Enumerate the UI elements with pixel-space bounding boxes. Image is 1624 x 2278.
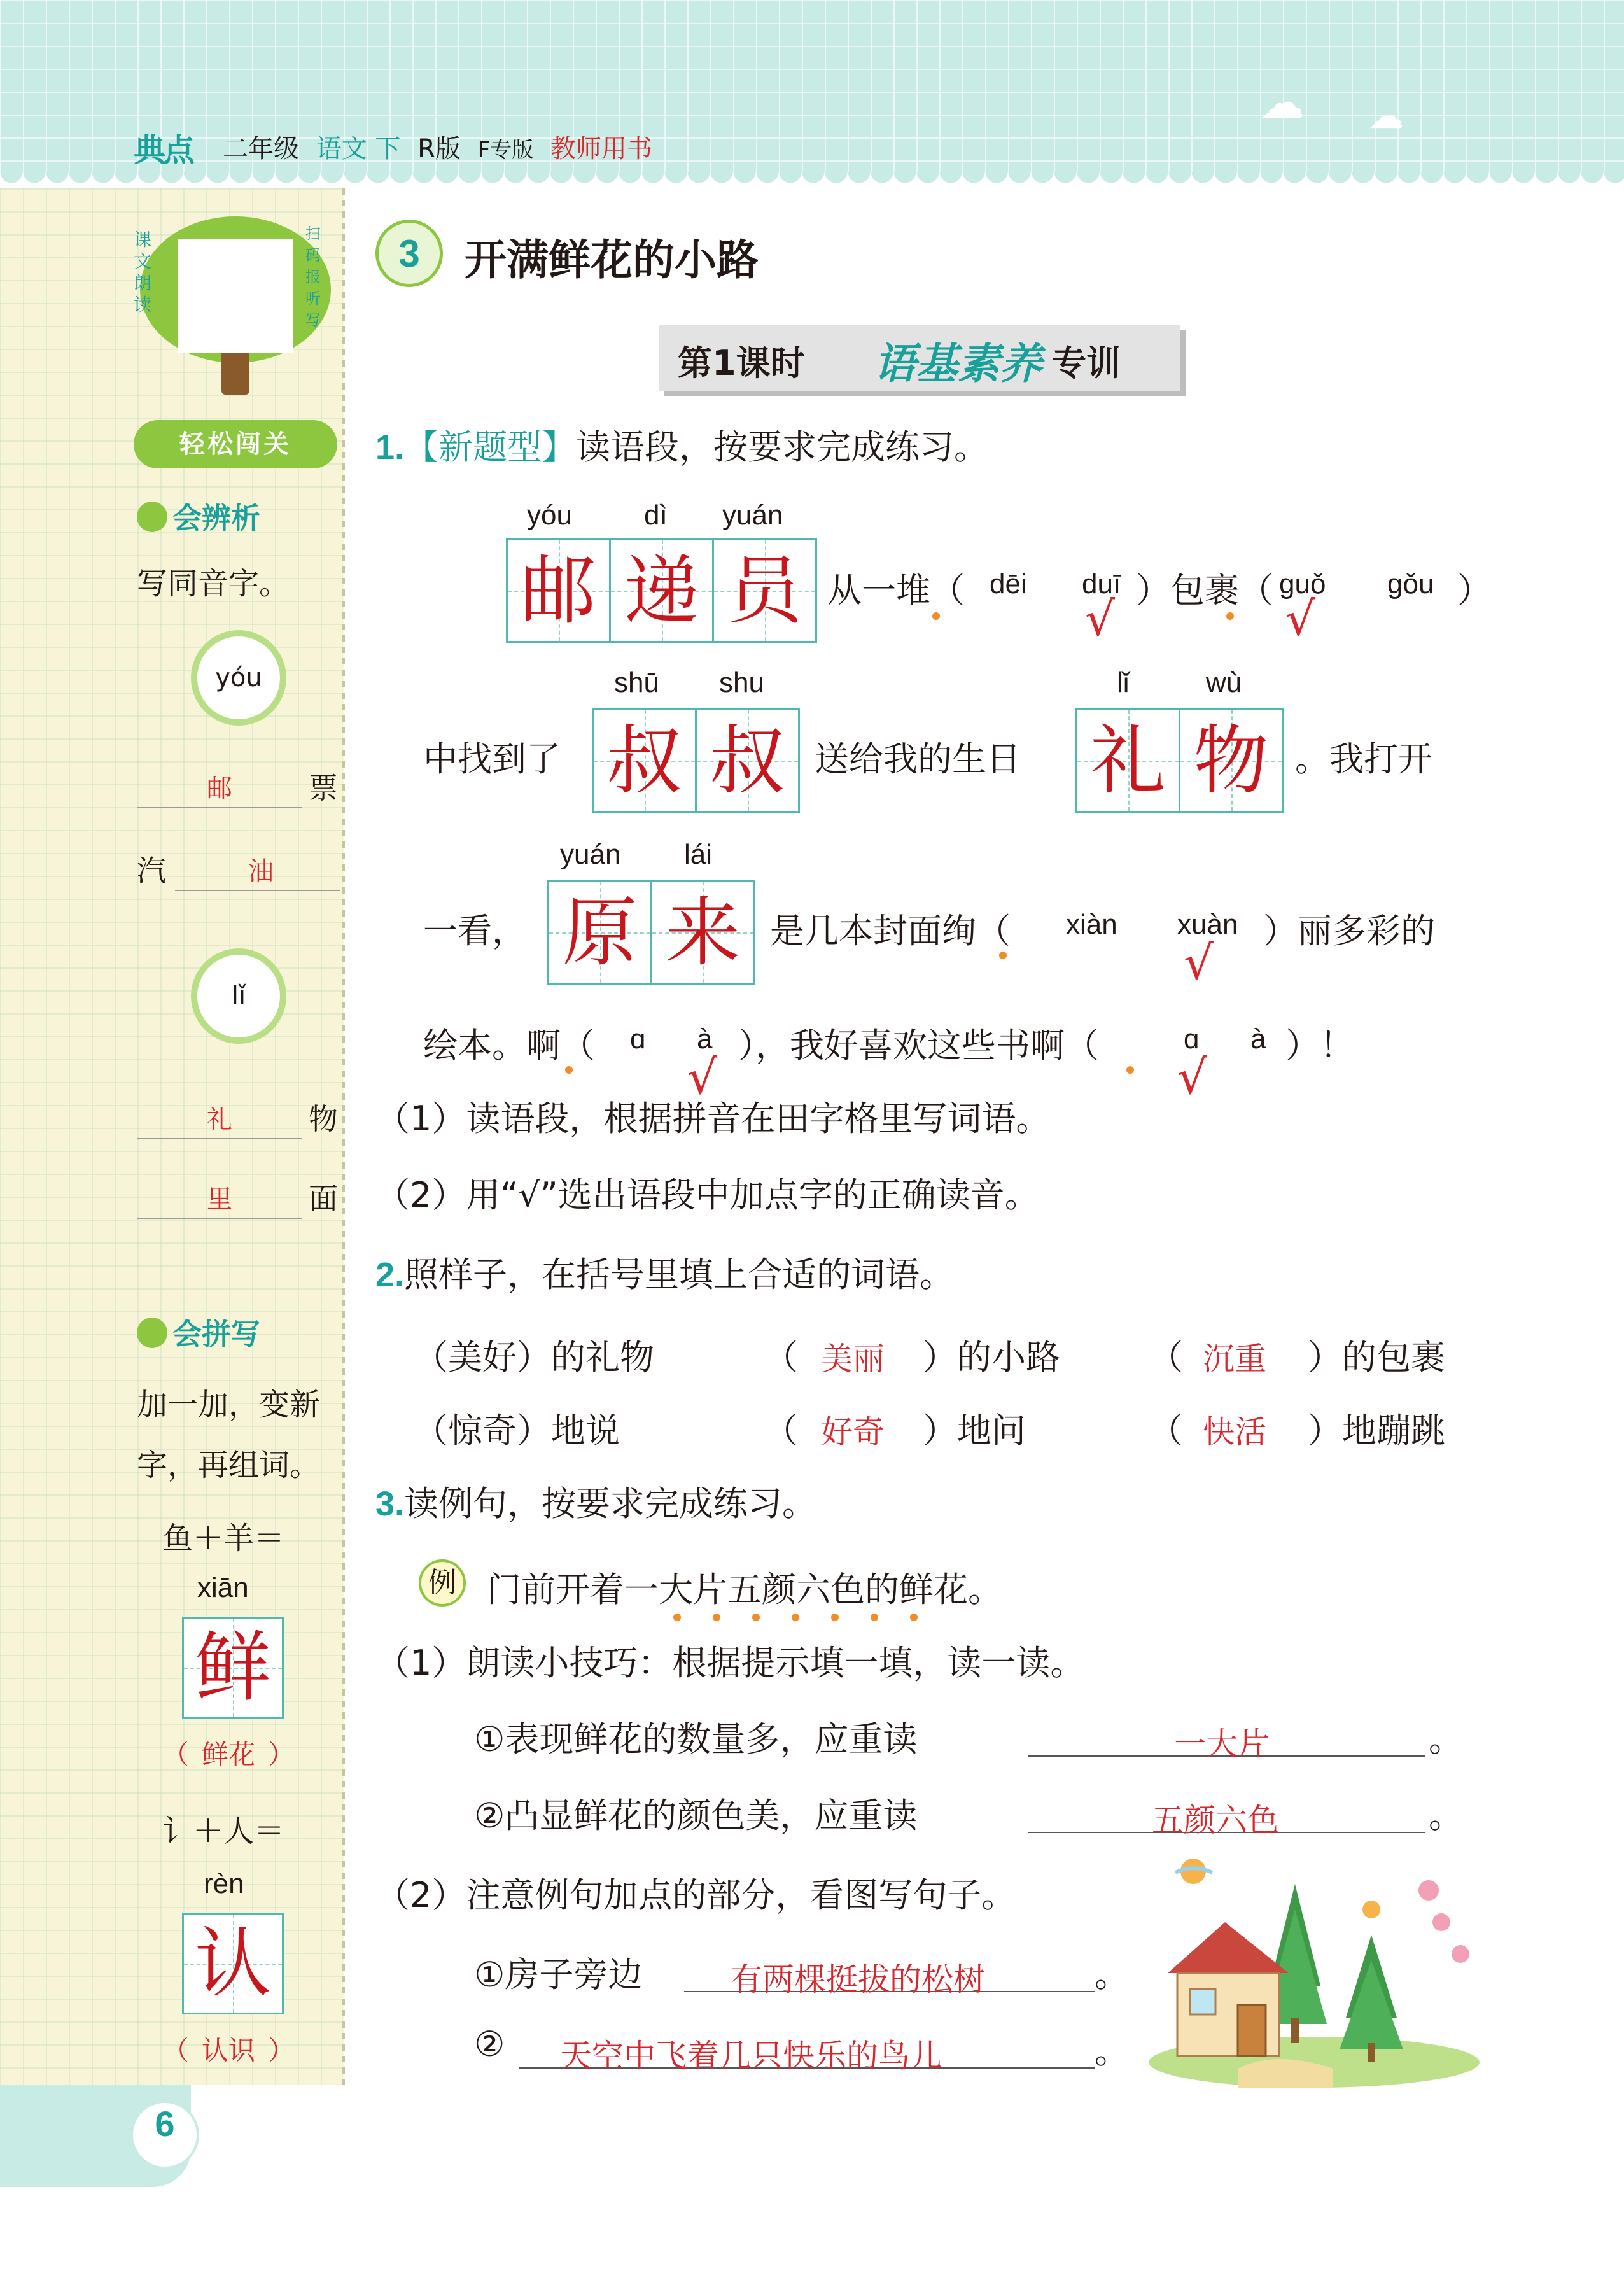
passage-text: ）包裹（ [1136,570,1273,610]
q2-item: ）地问 [923,1410,1026,1451]
cloud-icon: ☁ [1368,95,1404,137]
check-mark: √ [1177,1050,1208,1105]
pinyin: lái [684,839,713,870]
equation-2: 讠＋人＝ [162,1813,285,1849]
flower-pinyin-li: lǐ [191,948,286,1044]
qr-tree [134,216,331,395]
pinyin: dì [644,500,668,531]
answer: 邮 [207,774,232,803]
pinyin: shu [719,667,764,698]
brand-logo: 典点 [134,132,192,169]
q2-item: （ [764,1410,798,1451]
question-3-sub-2: （2）注意例句加点的部分，看图写句子。 [375,1875,1016,1915]
period: 。 [1095,1955,1129,1995]
equation-1: 鱼＋羊＝ [162,1521,285,1556]
option-pinyin: ɑ [630,1023,646,1055]
section-distinguish-instruction: 写同音字。 [137,566,290,601]
emphasis-dot [910,1614,918,1621]
emphasis-dot [673,1614,681,1621]
given-char: 汽 [137,854,166,888]
grid-cell: 叔 [592,708,697,813]
question-3-sub-1: （1）朗读小技巧：根据提示填一填，读一读。 [375,1643,1085,1683]
bullet-icon [137,502,167,532]
q3-item-2b: ② [474,2024,505,2064]
qr-label-right: 扫码报听写 [305,225,321,329]
homophone-row-4 [137,1181,344,1225]
option-pinyin: guǒ [1279,568,1326,600]
equation-2-grid: 认 [182,1913,284,2014]
option-pinyin: à [1250,1023,1266,1055]
check-mark: √ [1184,936,1214,990]
pinyin: yuán [722,500,783,531]
passage-text: 是几本封面绚（ [770,911,1011,951]
example-sentence: 门前开着一大片五颜六色的鲜花。 [487,1570,1002,1610]
lesson-banner [659,325,1180,391]
page-number: 6 [130,2100,199,2169]
passage-text: 一看， [423,911,526,951]
q2-item: （ [764,1337,798,1377]
emphasis-dot [1226,612,1234,620]
option-pinyin: duī [1082,568,1121,600]
q2-example-2: （惊奇）地说 [414,1410,620,1451]
q2-item: ）的包裹 [1308,1337,1445,1377]
emphasis-dot [1126,1066,1134,1074]
book-label: 教师用书 [550,134,652,164]
q3-answer-2b: 天空中飞着几只快乐的鸟儿 [560,2037,942,2074]
period: 。 [1429,1719,1463,1759]
emphasis-dot [792,1614,799,1621]
pinyin: yuán [560,839,621,870]
option-pinyin: à [697,1023,713,1055]
equation-2-word: （ 认识 ） [162,2035,295,2066]
check-mark: √ [1285,592,1316,647]
option-pinyin: ɑ [1184,1023,1200,1055]
homophone-row-1 [137,770,344,815]
question-3: 3.读例句，按要求完成练习。 [375,1484,817,1524]
given-char: 面 [309,1181,338,1216]
passage-text: 绘本。啊（ [423,1025,595,1065]
grid-cell: 礼 [1075,708,1180,813]
q2-answer: 美丽 [821,1340,885,1377]
q2-item: （ [1149,1410,1183,1451]
homophone-row-3 [137,1101,344,1146]
equation-2-pinyin: rèn [204,1868,244,1899]
answer: 礼 [207,1105,232,1134]
bullet-icon [137,1318,167,1348]
passage-text: 中找到了 [423,739,561,779]
q3-item-1a: ①表现鲜花的数量多，应重读 [474,1719,918,1759]
grid-cell: 员 [712,538,817,643]
emphasis-dot [871,1614,878,1621]
subject-label: 语文 下 [316,134,401,164]
section-spell-instruction-1: 加一加，变新 [137,1387,321,1423]
q3-answer-1a: 一大片 [1174,1726,1270,1762]
emphasis-dot [713,1614,720,1621]
question-1-sub-2: （2）用“√”选出语段中加点字的正确读音。 [375,1175,1039,1215]
q3-item-2a: ①房子旁边 [474,1955,643,1995]
option-pinyin: xiàn [1066,909,1117,940]
q2-answer: 好奇 [821,1414,885,1451]
grid-cell: 邮 [506,538,611,643]
qr-label-left: 课文朗读 [134,229,152,315]
given-char: 票 [309,771,338,805]
answer: 油 [248,857,274,886]
period: 。 [1429,1796,1463,1836]
header-wave [0,172,1624,188]
emphasis-dot [752,1614,760,1621]
q2-answer: 沉重 [1203,1340,1266,1377]
given-char: 物 [309,1102,338,1136]
option-pinyin: gǒu [1387,568,1434,600]
emphasis-dot [999,952,1007,959]
homophone-row-2 [137,853,344,897]
grade-label: 二年级 [223,134,299,164]
check-mark: √ [1085,592,1116,647]
banner-topic: 语基素养 [874,339,1042,388]
special-label: F专版 [477,137,534,163]
section-spell-instruction-2: 字，再组词。 [137,1447,321,1483]
answer: 里 [207,1185,232,1214]
option-pinyin: xuàn [1177,909,1238,940]
q2-item: ）地蹦跳 [1308,1410,1445,1451]
emphasis-dot [831,1614,839,1621]
grid-cell: 叔 [695,708,800,813]
passage-text: ）！ [1285,1025,1354,1065]
pinyin: wù [1206,667,1242,698]
emphasis-dot [932,612,940,620]
section-distinguish: 会辨析 [137,495,260,537]
equation-1-word: （ 鲜花 ） [162,1739,295,1770]
cloud-icon: ☁ [1260,76,1305,129]
grid-cell: 物 [1179,708,1284,813]
pinyin: lǐ [1117,667,1130,698]
q3-answer-1b: 五颜六色 [1152,1802,1279,1839]
question-2: 2.照样子，在括号里填上合适的词语。 [375,1255,955,1295]
q2-item: ）的小路 [923,1337,1060,1377]
equation-1-pinyin: xiān [197,1572,249,1603]
q2-item: （ [1149,1337,1183,1377]
equation-1-grid: 鲜 [182,1617,284,1719]
grid-cell: 原 [547,880,652,985]
flower-pinyin-you: yóu [191,630,286,726]
lesson-title: 开满鲜花的小路 [465,236,759,285]
period: 。 [1095,2031,1129,2071]
q2-answer: 快活 [1203,1414,1266,1451]
emphasis-dot [565,1066,573,1074]
pinyin: yóu [527,500,572,531]
passage-text: 送给我的生日 [815,739,1021,779]
q3-item-1b: ②凸显鲜花的颜色美，应重读 [474,1796,918,1836]
passage-text: 从一堆（ [827,570,965,610]
question-1-sub-1: （1）读语段，根据拼音在田字格里写词语。 [375,1099,1051,1139]
lesson-number: 3 [375,220,443,287]
passage-text: 。我打开 [1295,739,1432,779]
grid-cell: 来 [650,880,755,985]
grid-cell: 递 [609,538,714,643]
series-title [223,129,661,165]
badge-easy-pass: 轻松闯关 [134,420,337,468]
pinyin: shū [614,667,659,698]
example-tag: 例 [419,1559,466,1607]
edition-label: R版 [417,134,461,164]
option-pinyin: dēi [990,568,1027,600]
q2-example-1: （美好）的礼物 [414,1337,654,1377]
banner-lesson: 第1课时 [678,343,805,383]
check-mark: √ [687,1050,718,1105]
passage-text: ） [1457,570,1492,610]
qr-code[interactable] [178,239,293,353]
banner-suffix: 专训 [1052,343,1121,383]
q3-answer-2a: 有两棵挺拔的松树 [731,1961,985,1998]
passage-text: ），我好喜欢这些书啊（ [738,1025,1099,1065]
section-spell: 会拼写 [137,1311,260,1353]
passage-text: ）丽多彩的 [1263,911,1435,951]
house-trees-birds-illustration [1142,1859,1486,2088]
question-1: 1.【新题型】读语段，按要求完成练习。 [375,427,989,467]
